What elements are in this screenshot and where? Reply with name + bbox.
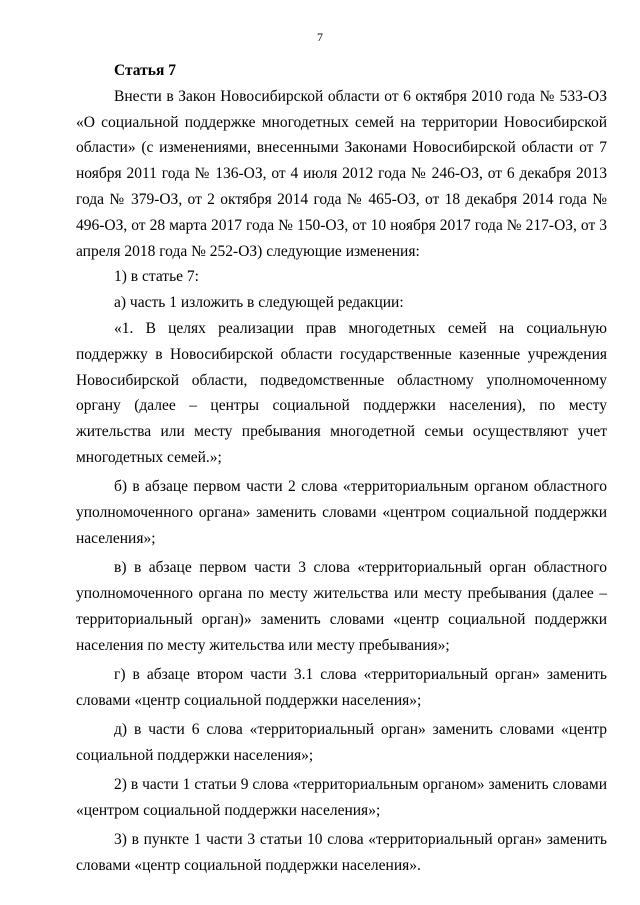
paragraph-new-part-1: «1. В целях реализации прав многодетных семей на социальную поддержку в Новосибирской области государственные казенные учреждения Новосибирской области, подведомственные областному уполномоченному органу (далее – центры социальной поддержки населения), по месту жительства или месту пребывания многодетной семьи осуществляют учет многодетных семей.»; [76,319,607,466]
paragraph-item-3: 3) в пункте 1 части 3 статьи 10 слова «территориальный орган» заменить словами «центр социальной поддержки населения». [76,831,607,874]
paragraph-subitem-b: б) в абзаце первом части 2 слова «территориальным органом областного уполномоченного органа» заменить словами «центром социальной поддержки населения»; [76,478,607,547]
page-number: 7 [317,30,323,44]
paragraph-item-1: 1) в статье 7: [114,268,199,286]
document-body [76,58,607,879]
paragraph-subitem-g: г) в абзаце втором части 3.1 слова «территориальный орган» заменить словами «центр социальной поддержки населения»; [76,665,607,709]
paragraph-subitem-v: в) в абзаце первом части 3 слова «территориальный орган областного уполномоченного органа по месту жительства или месту пребывания (далее – территориальный орган)» заменить словами «центр социальной поддержки населения по месту жительства или месту пребывания»; [76,559,607,654]
paragraph-amendment-intro: Внести в Закон Новосибирской области от 6 октября 2010 года № 533-ОЗ «О социальной поддержке многодетных семей на территории Новосибирской области» (с изменениями, внесенными Законами Новосибирской области от 7 ноября 2011 года № 136-ОЗ, от 4 июля 2012 года № 246-ОЗ, от 6 декабря 2013 года № 379-ОЗ, от 2 октября 2014 года № 465-ОЗ, от 18 декабря 2014 года № 496-ОЗ, от 28 марта 2017 года № 150-ОЗ, от 10 ноября 2017 года № 217-ОЗ, от 3 апреля 2018 года № 252-ОЗ) следующие изменения: [76,87,607,260]
paragraph-subitem-d: д) в части 6 слова «территориальный орган» заменить словами «центр социальной поддержки населения»; [76,720,607,764]
paragraph-subitem-a: а) часть 1 изложить в следующей редакции: [114,294,404,312]
article-title: Статья 7 [114,62,176,79]
paragraph-item-2: 2) в части 1 статьи 9 слова «территориальным органом» заменить словами «центром социальной поддержки населения»; [76,776,607,819]
